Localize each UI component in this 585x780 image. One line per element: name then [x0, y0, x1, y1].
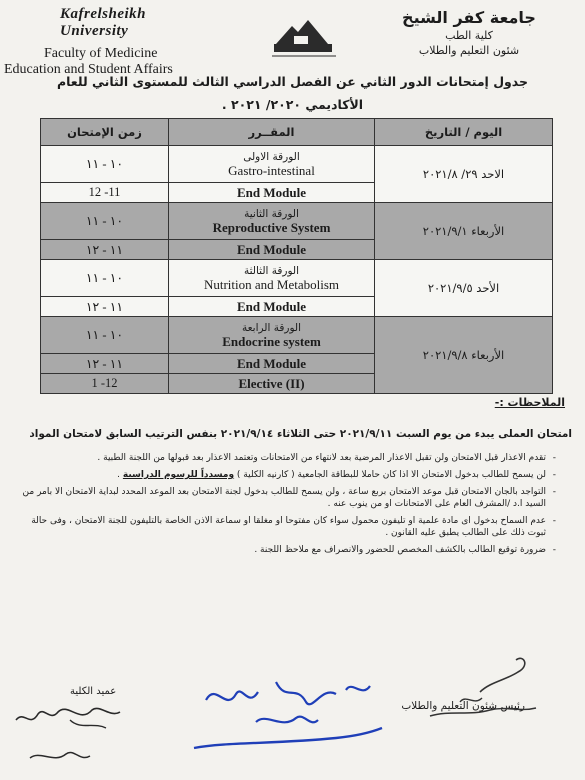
notes-list: [16, 452, 566, 561]
time-cell: 1 -12: [41, 374, 169, 394]
table-row: [41, 203, 553, 240]
practical-exam-note: امتحان العملى يبدء من يوم السبت ٢٠٢١/٩/١١ حتى الثلاثاء ٢٠٢١/٩/١٤ بنفس الترتيب السابق لامتحان المواد: [29, 428, 572, 440]
university-logo: [268, 14, 340, 62]
subject-name: Gastro-intestinal: [228, 162, 315, 178]
underlined-phrase: ومسدداً للرسوم الدراسية: [122, 470, 235, 480]
paper-label: الورقة الثالثة: [243, 264, 300, 277]
dean-title: عميد الكلية: [70, 686, 117, 697]
subject-name: Reproductive System: [212, 219, 331, 235]
exam-schedule-table: [40, 118, 553, 394]
subject-cell: [169, 146, 375, 183]
subject-cell: [169, 260, 375, 297]
header-time: زمن الإمتحان: [41, 119, 169, 146]
affairs-name-ar: شئون التعليم والطلاب: [418, 44, 520, 57]
end-module-cell: End Module: [169, 354, 375, 374]
handwritten-signature: [186, 672, 386, 762]
day-cell: الاحد ٢٩/ ٢٠٢١/٨: [375, 146, 553, 203]
university-name-en: Kafrelsheikh University: [60, 6, 147, 39]
time-cell: ١٠ - ١١: [41, 317, 169, 354]
paper-label: الورقة الاولى: [243, 150, 300, 163]
dean-signature: [10, 700, 130, 776]
header-subject: المقــرر: [169, 119, 375, 146]
time-cell: ١١ - ١٢: [41, 240, 169, 260]
paper-label: الورقة الثانية: [244, 207, 299, 220]
list-item: - لن يسمح للطالب بدخول الامتحان الا اذا كان حاملا للبطاقة الجامعية ( كارنيه الكلية ) ومسدداً للرسوم الدراسية .: [16, 469, 556, 481]
document-title-year: الأكاديمي ٢٠٢٠/ ٢٠٢١ .: [221, 97, 364, 112]
head-of-affairs-signature: [420, 652, 540, 722]
subject-cell: [169, 203, 375, 240]
header-arabic: [369, 8, 569, 57]
subject-name: Endocrine system: [222, 333, 321, 349]
head-of-affairs-title: رئيس شئون التعليم والطلاب: [401, 700, 525, 712]
time-cell: ١٠ - ١١: [41, 260, 169, 297]
table-row: [41, 317, 553, 354]
table-row: [41, 146, 553, 183]
day-cell: الأربعاء ٢٠٢١/٩/١: [375, 203, 553, 260]
notes-heading: الملاحظات :-: [494, 396, 565, 409]
list-item: - ضرورة توقيع الطالب بالكشف المخصص للحضور والانصراف مع ملاحظ اللجنة .: [16, 544, 556, 556]
time-cell: ١٠ - ١١: [41, 203, 169, 240]
subject-cell: [169, 317, 375, 354]
faculty-name-ar: كلية الطب: [445, 29, 493, 42]
subject-name: Nutrition and Metabolism: [203, 276, 340, 292]
elective-cell: Elective (II): [169, 374, 375, 394]
end-module-cell: End Module: [169, 183, 375, 203]
time-cell: ١١ - ١٢: [41, 354, 169, 374]
university-name-ar: جامعة كفر الشيخ: [402, 8, 536, 27]
time-cell: 12 -11: [41, 183, 169, 203]
faculty-name-en: Faculty of Medicine: [44, 46, 158, 61]
day-cell: الأربعاء ٢٠٢١/٩/٨: [375, 317, 553, 394]
end-module-cell: End Module: [169, 297, 375, 317]
header-english: [4, 6, 204, 78]
list-item: - تقدم الاعذار قبل الامتحان ولن تقبل الاعذار المرضية بعد لانتهاء من الامتحانات وتعتمد الاعذار بعد قبولها من اللجنة الطبية .: [16, 452, 556, 464]
day-cell: الأحد ٢٠٢١/٩/٥: [375, 260, 553, 317]
table-row: [41, 260, 553, 297]
list-item: - عدم السماح بدخول اى مادة علمية او تليفون محمول سواء كان مفتوحا او مغلقا او سماعة الاذن الخاصة بالتليفون للجنة الامتحان ، وفى حالة ثبوت ذلك على الطالب يطبق عليه القانون .: [16, 515, 556, 539]
end-module-cell: End Module: [169, 240, 375, 260]
table-header-row: [41, 119, 553, 146]
paper-label: الورقة الرابعة: [241, 321, 302, 334]
affairs-name-en: Education and Student Affairs: [4, 62, 173, 77]
header-day: اليوم / التاريخ: [375, 119, 553, 146]
time-cell: ١٠ - ١١: [41, 146, 169, 183]
document-title: جدول إمتحانات الدور الثاني عن الفصل الدراسي الثالث للمستوى الثاني للعام: [56, 74, 529, 89]
time-cell: ١١ - ١٢: [41, 297, 169, 317]
list-item: - التواجد بالجان الامتحان قبل موعد الامتحان بربع ساعة ، ولن يسمح للطالب بدخول لجنة الامتحان بعد الموعد المحدد لبداية الامتحان الا بامر من السيد ا.د /المشرف العام على الامتحانات او من ينوب عنه .: [16, 486, 556, 510]
